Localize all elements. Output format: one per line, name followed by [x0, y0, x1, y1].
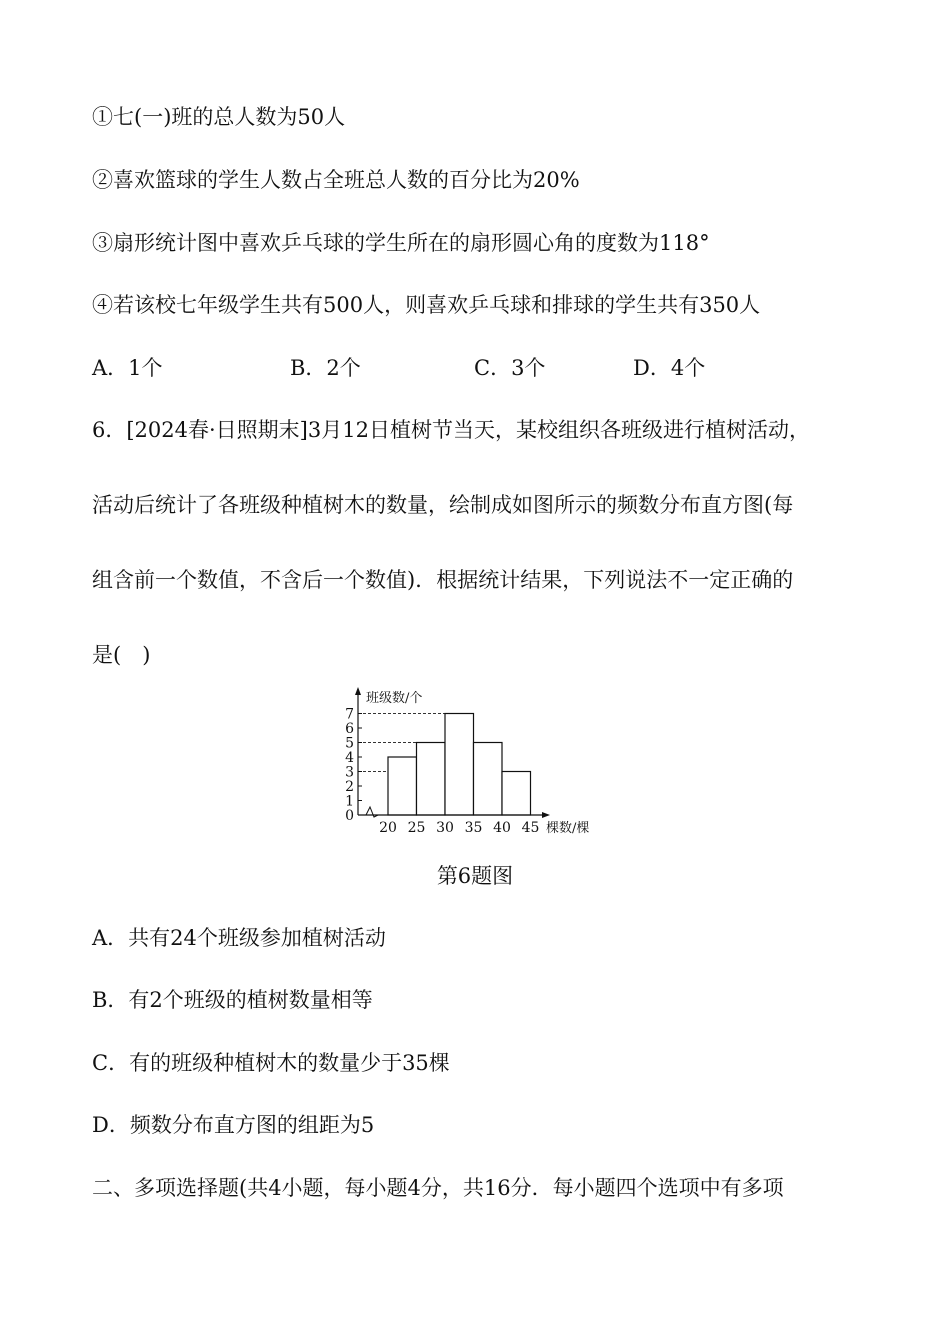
- q5-option-a: A．1个: [92, 356, 163, 380]
- statement-3: ③扇形统计图中喜欢乒乓球的学生所在的扇形圆心角的度数为118°: [92, 231, 710, 255]
- histogram-bar: [474, 743, 503, 816]
- histogram-bar: [502, 772, 531, 816]
- q6-option-c: C．有的班级种植树木的数量少于35棵: [92, 1051, 450, 1075]
- x-axis-arrow: [542, 812, 550, 818]
- y-tick-label: 1: [345, 793, 354, 810]
- y-tick-label: 6: [345, 721, 354, 737]
- x-tick-label: 30: [436, 820, 454, 836]
- statement-4: ④若该校七年级学生共有500人，则喜欢乒乓球和排球的学生共有350人: [92, 293, 761, 317]
- q6-stem-line-4: 是( ): [92, 643, 151, 667]
- q6-option-b: B．有2个班级的植树数量相等: [92, 988, 373, 1012]
- x-tick-label: 45: [521, 820, 540, 836]
- y-axis-label: 班级数/个: [366, 691, 423, 706]
- q5-option-d: D．4个: [633, 356, 706, 380]
- q5-option-b: B．2个: [290, 356, 361, 380]
- histogram-chart: [330, 683, 620, 843]
- x-tick-label: 20: [379, 820, 397, 836]
- x-tick-label: 35: [464, 820, 483, 836]
- q5-option-c: C．3个: [474, 356, 546, 380]
- y-tick-label: 0: [345, 808, 354, 824]
- x-tick-label: 25: [407, 820, 426, 836]
- section-2-heading: 二、多项选择题(共4小题，每小题4分，共16分．每小题四个选项中有多项: [92, 1176, 784, 1200]
- q6-option-a: A．共有24个班级参加植树活动: [92, 926, 386, 950]
- y-tick-label: 3: [345, 764, 354, 781]
- histogram-bar: [417, 743, 446, 816]
- q6-stem-line-2: 活动后统计了各班级种植树木的数量，绘制成如图所示的频数分布直方图(每: [92, 493, 794, 517]
- histogram-bar: [388, 757, 417, 815]
- y-tick-label: 5: [345, 735, 354, 752]
- statement-1: ①七(一)班的总人数为50人: [92, 105, 346, 129]
- x-axis-label: 棵数/棵: [546, 821, 590, 836]
- x-tick-label: 40: [493, 820, 511, 836]
- figure-caption: 第6题图: [436, 864, 514, 888]
- statement-2: ②喜欢篮球的学生人数占全班总人数的百分比为20%: [92, 168, 580, 192]
- histogram-bar: [445, 714, 474, 816]
- q6-stem-line-1: 6．[2024春·日照期末]3月12日植树节当天，某校组织各班级进行植树活动，: [92, 418, 810, 442]
- y-tick-label: 2: [345, 779, 354, 795]
- q6-option-d: D．频数分布直方图的组距为5: [92, 1113, 375, 1137]
- q6-stem-line-3: 组含前一个数值，不含后一个数值)．根据统计结果，下列说法不一定正确的: [92, 568, 794, 592]
- y-tick-label: 4: [345, 750, 354, 766]
- y-axis-arrow: [355, 687, 361, 695]
- y-tick-label: 7: [345, 706, 354, 723]
